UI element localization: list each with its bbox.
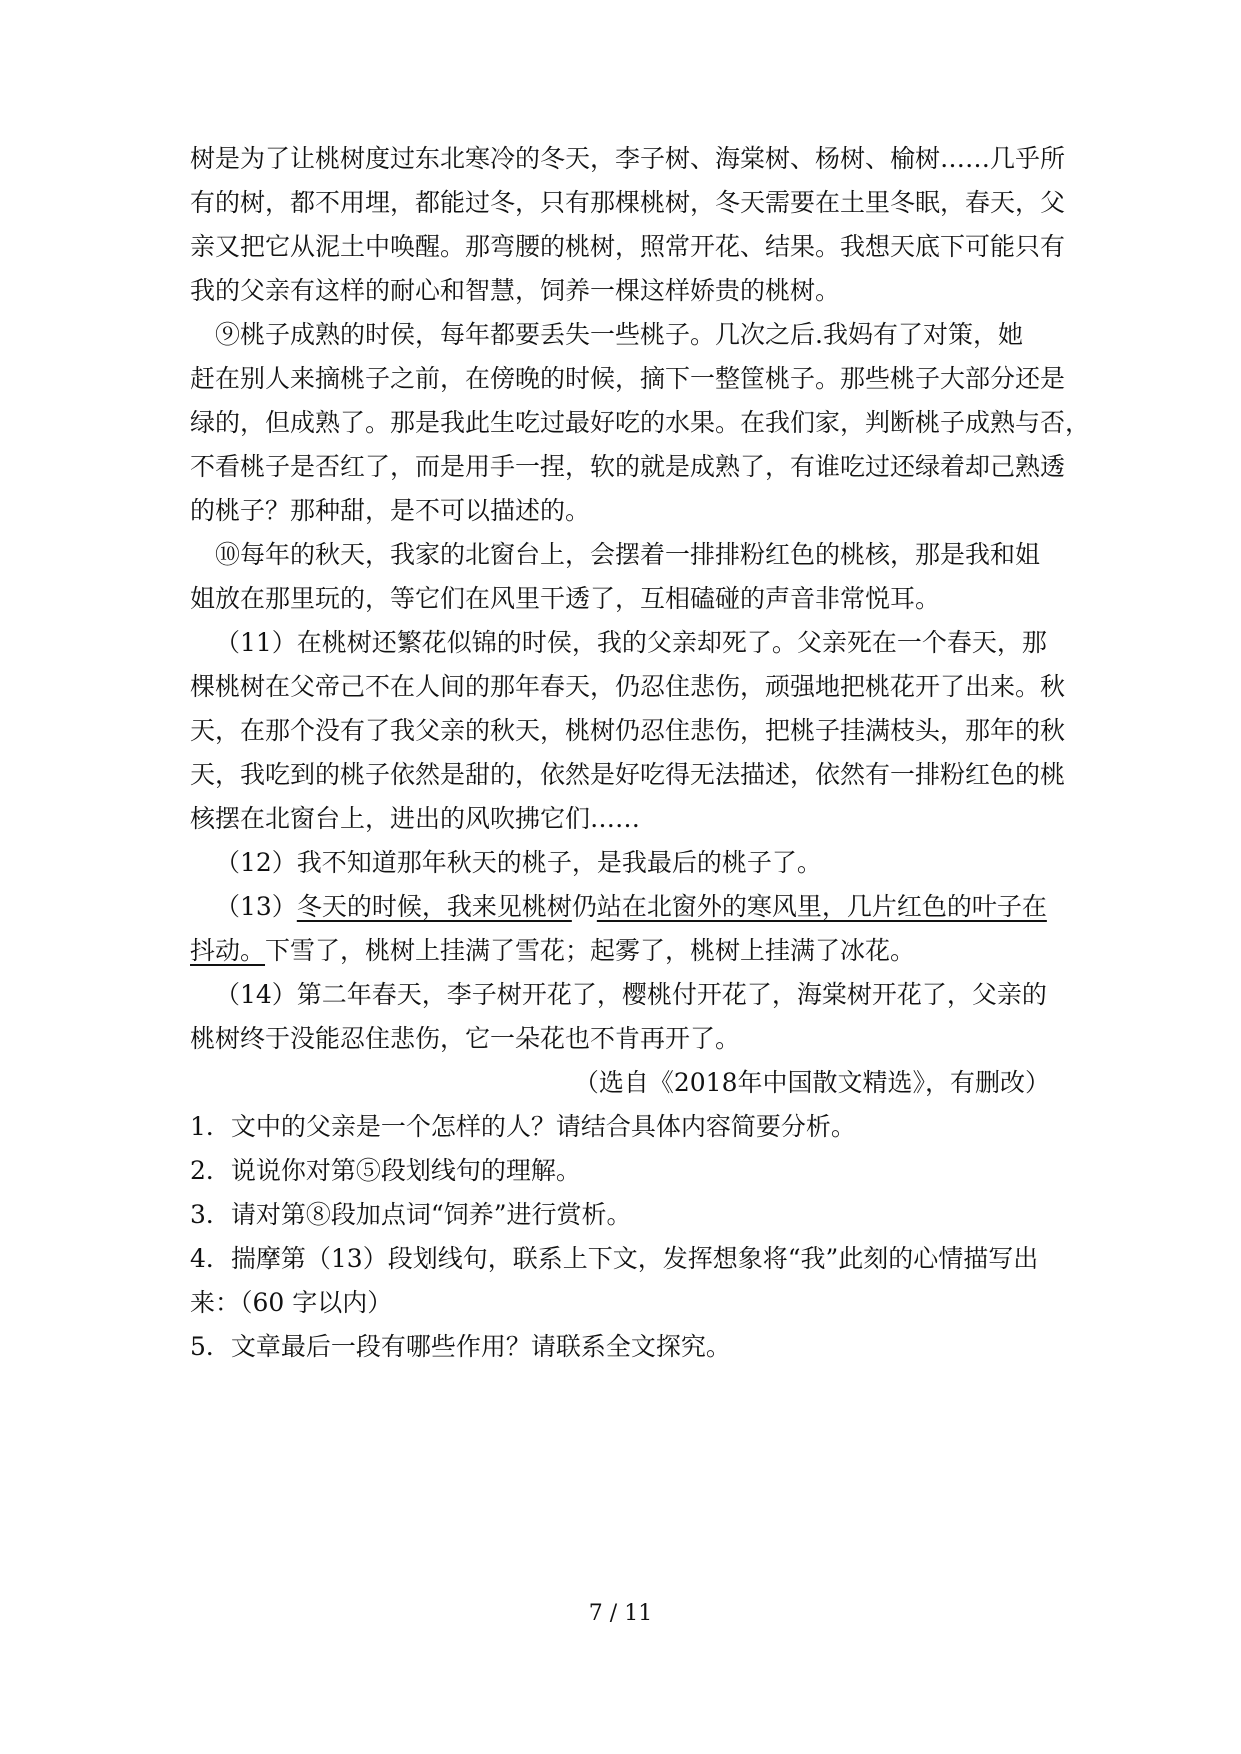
question-1: 1．文中的父亲是一个怎样的人？请结合具体内容简要分析。 [190,1112,856,1141]
underlined-sentence: 冬天的时候，我来见桃树 [296,892,572,921]
underlined-sentence: 抖动。 [190,936,266,965]
paragraph-10-line: 姐放在那里玩的，等它们在风里干透了，互相磕碰的声音非常悦耳。 [190,584,941,613]
paragraph-11-line: （11）在桃树还繁花似锦的时侯，我的父亲却死了。父亲死在一个春天，那 [215,628,1047,657]
question-4-continued: 来：（60 字以内） [190,1288,393,1317]
paragraph-9-line: ⑨桃子成熟的时侯，每年都要丢失一些桃子。几次之后.我妈有了对策，她 [215,320,1023,349]
paragraph-13-number: （13） [215,892,297,921]
page-number: 7 / 11 [588,1601,653,1626]
paragraph-13-text: 下雪了，桃树上挂满了雪花；起雾了，桃树上挂满了冰花。 [265,936,916,965]
underlined-sentence: 站在北窗外的寒风里，几片红色的叶子在 [596,892,1047,921]
paragraph-11-line: 棵桃树在父帝己不在人间的那年春天，仍忍住悲伤，顽强地把桃花开了出来。秋 [190,672,1066,701]
question-3: 3．请对第⑧段加点词“饲养”进行赏析。 [190,1200,632,1229]
paragraph-11-line: 天，在那个没有了我父亲的秋天，桃树仍忍住悲伤，把桃子挂满枝头，那年的秋 [190,716,1066,745]
paragraph-13-line [215,889,1050,925]
paragraph-8-line: 树是为了让桃树度过东北寒冷的冬天，李子树、海棠树、杨树、榆树……几乎所 [190,144,1066,173]
paragraph-11-line: 核摆在北窗台上，进出的风吹拂它们…… [190,804,641,833]
paragraph-10-line: ⑩每年的秋天，我家的北窗台上，会摆着一排排粉红色的桃核，那是我和姐 [215,540,1041,569]
paragraph-8-line: 我的父亲有这样的耐心和智慧，饲养一棵这样娇贵的桃树。 [190,276,841,305]
source-note: （选自《2018年中国散文精选》，有删改） [573,1068,1050,1097]
paragraph-9-line: 不看桃子是否红了，而是用手一捏，软的就是成熟了，有谁吃过还绿着却己熟透 [190,452,1066,481]
paragraph-13-line [190,933,1050,969]
paragraph-11-line: 天，我吃到的桃子依然是甜的，依然是好吃得无法描述，依然有一排粉红色的桃 [190,760,1066,789]
paragraph-12: （12）我不知道那年秋天的桃子，是我最后的桃子了。 [215,848,822,877]
paragraph-8-line: 亲又把它从泥土中唤醒。那弯腰的桃树，照常开花、结果。我想天底下可能只有 [190,232,1066,261]
paragraph-8-line: 有的树，都不用埋，都能过冬，只有那棵桃树，冬天需要在土里冬眠，春天，父 [190,188,1066,217]
paragraph-9-line: 绿的，但成熟了。那是我此生吃过最好吃的水果。在我们家，判断桃子成熟与否， [190,408,1091,437]
paragraph-9-line: 赶在别人来摘桃子之前，在傍晚的时候，摘下一整筐桃子。那些桃子大部分还是 [190,364,1066,393]
question-2: 2．说说你对第⑤段划线句的理解。 [190,1156,581,1185]
paragraph-13-text: 仍 [571,892,597,921]
question-5: 5．文章最后一段有哪些作用？请联系全文探究。 [190,1332,731,1361]
question-4: 4．揣摩第（13）段划线句，联系上下文，发挥想象将“我”此刻的心情描写出 [190,1244,1039,1273]
paragraph-9-line: 的桃子？那种甜，是不可以描述的。 [190,496,591,525]
paragraph-14-line: （14）第二年春天，李子树开花了，樱桃付开花了，海棠树开花了，父亲的 [215,980,1047,1009]
paragraph-14-line: 桃树终于没能忍住悲伤，它一朵花也不肯再开了。 [190,1024,741,1053]
